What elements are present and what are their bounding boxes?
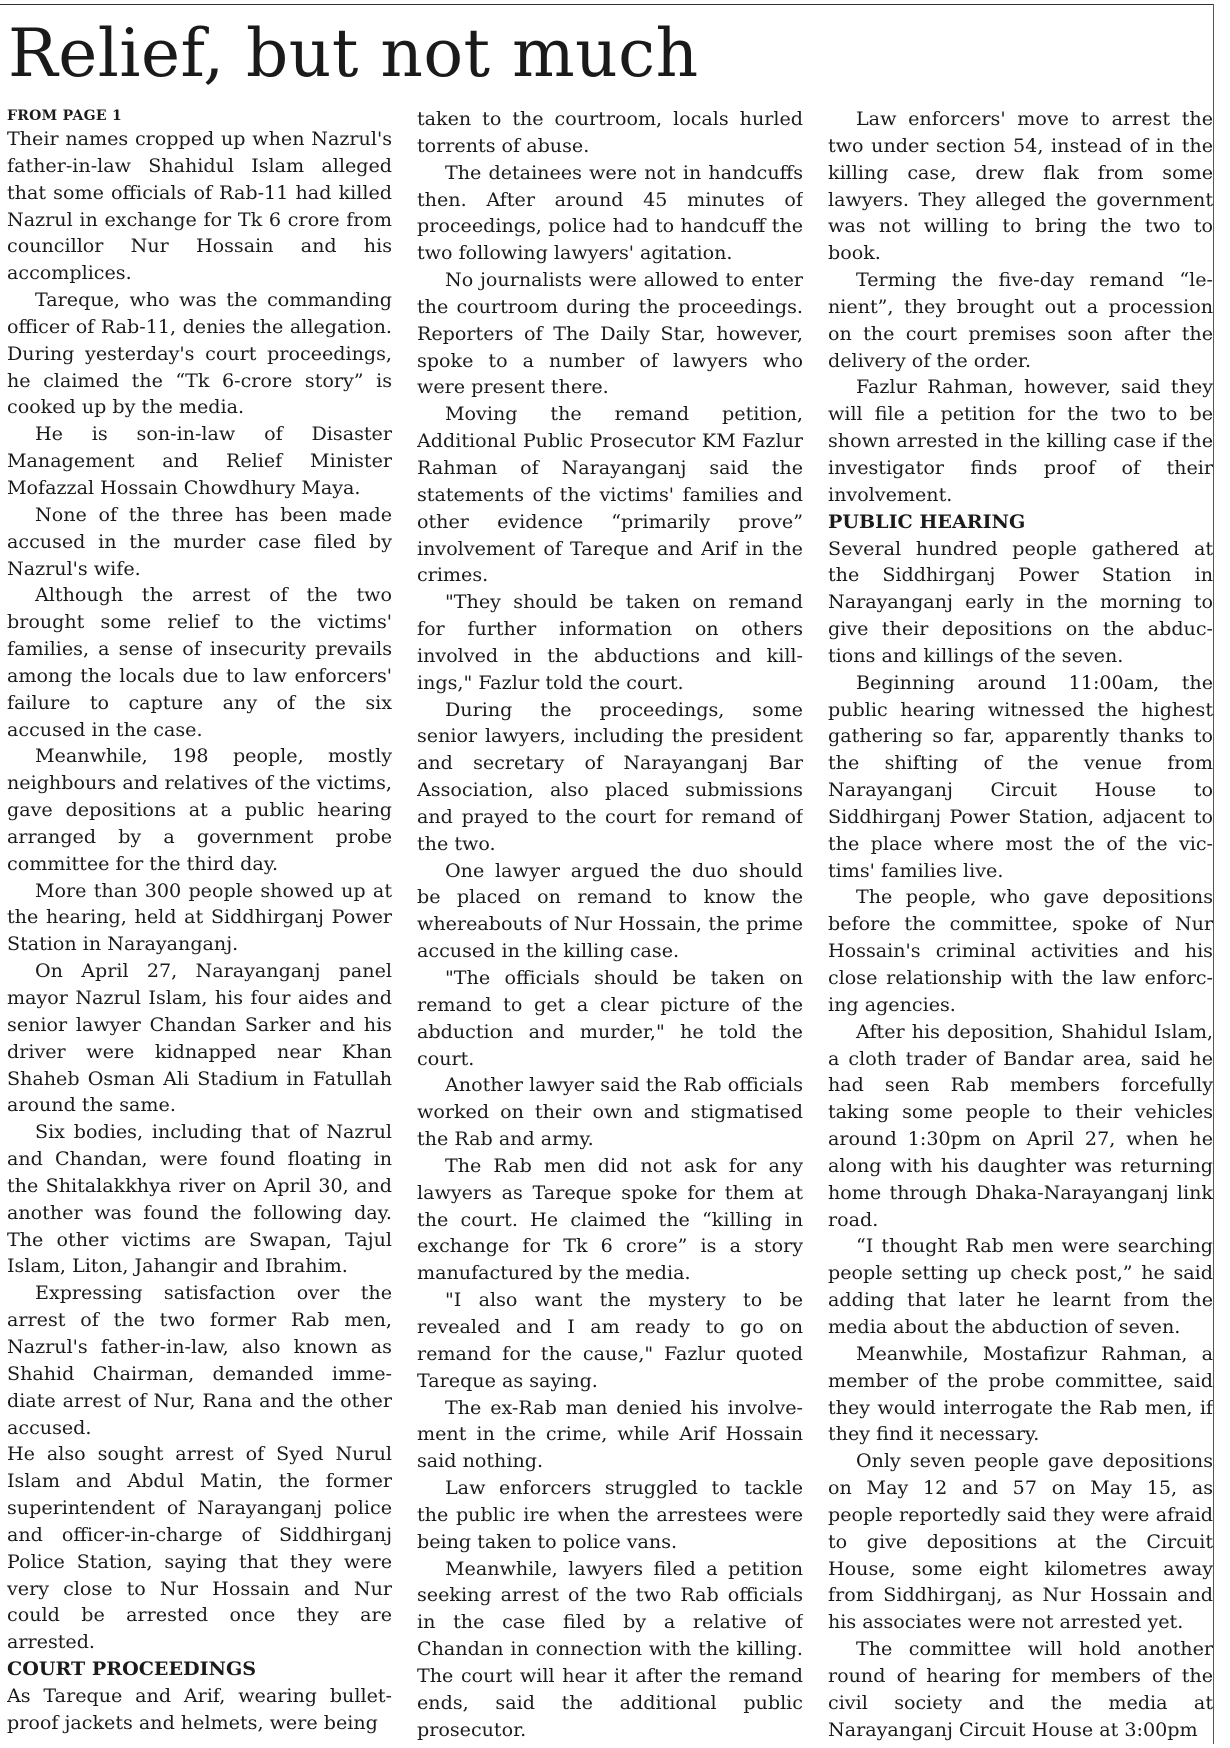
article-paragraph: The Rab men did not ask for any lawyers as Tareque spoke for them at the court. He claimed the “killing in exchange for Tk 6 crore” is a story manufactured by the media. [417, 1153, 803, 1285]
article-paragraph: "The officials should be taken on remand to get a clear picture of the abduction and murder," he told the court. [417, 966, 803, 1070]
article-paragraph: The people, who gave depositions before the committee, spoke of Nur Hossain's criminal activities and his close relationship with the law enforcing agencies. [828, 885, 1213, 1016]
article-column-1 [7, 106, 392, 1746]
article-paragraph: The ex-Rab man denied his involvement in the crime, while Arif Hossain said nothing. [417, 1395, 803, 1473]
section-subhead: PUBLIC HEARING [828, 509, 1026, 533]
article-paragraph: During the proceedings, some senior lawyers, including the president and secretary of Narayanganj Bar Association, also placed submissions and prayed to the court for remand of the two. [417, 697, 803, 855]
article-paragraph: Although the arrest of the two brought some relief to the victims' families, a sense of insecurity prevails among the locals due to law enforcers' failure to capture any of the six accused in the case. [7, 583, 392, 741]
article-paragraph: None of the three has been made accused in the murder case filed by Nazrul's wife. [7, 502, 392, 580]
top-rule [0, 4, 1214, 5]
kicker-from-page-1: FROM PAGE 1 [7, 108, 123, 124]
article-paragraph: One lawyer argued the duo should be placed on remand to know the whereabouts of Nur Hossain, the prime accused in the killing case. [417, 858, 803, 963]
article-paragraph: Moving the remand petition, Additional Public Prosecutor KM Fazlur Rahman of Narayanganj said the statements of the victims' families and other evidence “primarily prove” involvement of Tareque and Arif in the crimes. [417, 402, 803, 587]
article-paragraph: “I thought Rab men were searching people setting up check post,” he said adding that later he learnt from the media about the abduction of seven. [828, 1234, 1213, 1338]
article-paragraph: Meanwhile, 198 people, mostly neighbours and relatives of the victims, gave depositions at a public hearing arranged by a government probe committee for the third day. [7, 744, 392, 875]
article-paragraph: Expressing satisfaction over the arrest of the two former Rab men, Nazrul's father-in-law, also known as Shahid Chairman, demanded immediate arrest of Nur, Rana and the other accused. [7, 1281, 392, 1439]
article-paragraph: More than 300 people showed up at the hearing, held at Siddhirganj Power Station in Narayanganj. [7, 878, 392, 956]
article-column-2 [417, 106, 803, 1746]
article-paragraph: Beginning around 11:00am, the public hearing witnessed the highest gathering so far, apparently thanks to the shifting of the venue from Narayanganj Circuit House to Siddhirganj Power Station, adjacent to the place where most the of the victims' families live. [828, 670, 1213, 882]
article-paragraph: On April 27, Narayanganj panel mayor Nazrul Islam, his four aides and senior lawyer Chandan Sarker and his driver were kidnapped near Khan Shaheb Osman Ali Stadium in Fatullah around the same. [7, 959, 392, 1117]
article-paragraph: Several hundred people gathered at the Siddhirganj Power Station in Narayanganj early in the morning to give their depositions on the abductions and killings of the seven. [828, 536, 1213, 667]
article-paragraph: Terming the five-day remand “lenient”, they brought out a procession on the court premises soon after the delivery of the order. [828, 268, 1213, 372]
article-paragraph: He also sought arrest of Syed Nurul Islam and Abdul Matin, the former superintendent of Narayanganj police and officer-in-charge of Siddhirganj Police Station, saying that they were very close to Nur Hossain and Nur could be arrested once they are arrested. [7, 1442, 392, 1654]
right-column-rule [1213, 4, 1214, 1744]
article-paragraph: The detainees were not in handcuffs then. After around 45 minutes of proceedings, police had to handcuff the two following lawyers' agitation. [417, 160, 803, 265]
article-paragraph: Meanwhile, Mostafizur Rahman, a member of the probe committee, said they would interrogate the Rab men, if they find it necessary. [828, 1341, 1213, 1446]
article-paragraph: Another lawyer said the Rab officials worked on their own and stigmatised the Rab and army. [417, 1073, 803, 1151]
headline: Relief, but not much [8, 15, 699, 92]
article-paragraph: The committee will hold another round of hearing for members of the civil society and the media at Narayanganj Circuit House at 3:00pm [828, 1637, 1213, 1741]
article-paragraph: Law enforcers struggled to tackle the public ire when the arrestees were being taken to police vans. [417, 1476, 803, 1553]
article-paragraph: Law enforcers' move to arrest the two under section 54, instead of in the killing case, drew flak from some lawyers. They alleged the government was not willing to bring the two to book. [828, 107, 1213, 265]
article-paragraph: "I also want the mystery to be revealed and I am ready to go on remand for the cause," Fazlur quoted Tareque as saying. [417, 1288, 803, 1392]
article-paragraph: Their names cropped up when Nazrul's father-in-law Shahidul Islam alleged that some officials of Rab-11 had killed Nazrul in exchange for Tk 6 crore from councillor Nur Hossain and his accomplices. [7, 127, 392, 285]
article-paragraph: "They should be taken on remand for further information on others involved in the abductions and killings," Fazlur told the court. [417, 590, 803, 694]
article-paragraph: He is son-in-law of Disaster Management and Relief Minister Mofazzal Hossain Chowdhury Maya. [7, 422, 392, 499]
article-paragraph: After his deposition, Shahidul Islam, a cloth trader of Bandar area, said he had seen Rab members forcefully taking some people to their vehicles around 1:30pm on April 27, when he along with his daughter was returning home through Dhaka-Narayanganj link road. [828, 1019, 1213, 1231]
article-paragraph: Tareque, who was the commanding officer of Rab-11, denies the allegation. During yesterday's court proceedings, he claimed the “Tk 6-crore story” is cooked up by the media. [7, 288, 392, 419]
article-paragraph: No journalists were allowed to enter the courtroom during the proceedings. Reporters of The Daily Star, however, spoke to a number of lawyers who were present there. [417, 268, 803, 399]
article-paragraph: Six bodies, including that of Nazrul and Chandan, were found floating in the Shitalakkhya river on April 30, and another was found the following day. The other victims are Swapan, Tajul Islam, Liton, Jahangir and Ibrahim. [7, 1120, 392, 1278]
article-paragraph: Meanwhile, lawyers filed a petition seeking arrest of the two Rab officials in the case filed by a relative of Chandan in connection with the killing. The court will hear it after the remand ends, said the additional public prosecutor. [417, 1556, 803, 1741]
article-paragraph: Only seven people gave depositions on May 12 and 57 on May 15, as people reportedly said they were afraid to give depositions at the Circuit House, some eight kilometres away from Siddhirganj, as Nur Hossain and his associates were not arrested yet. [828, 1449, 1213, 1634]
section-subhead: COURT PROCEEDINGS [7, 1657, 257, 1681]
article-paragraph: Fazlur Rahman, however, said they will file a petition for the two to be shown arrested in the killing case if the investigator finds proof of their involvement. [828, 375, 1213, 506]
article-column-3 [828, 106, 1213, 1746]
article-paragraph: As Tareque and Arif, wearing bullet-proof jackets and helmets, were being [7, 1683, 392, 1734]
article-paragraph: taken to the courtroom, locals hurled torrents of abuse. [417, 107, 803, 157]
